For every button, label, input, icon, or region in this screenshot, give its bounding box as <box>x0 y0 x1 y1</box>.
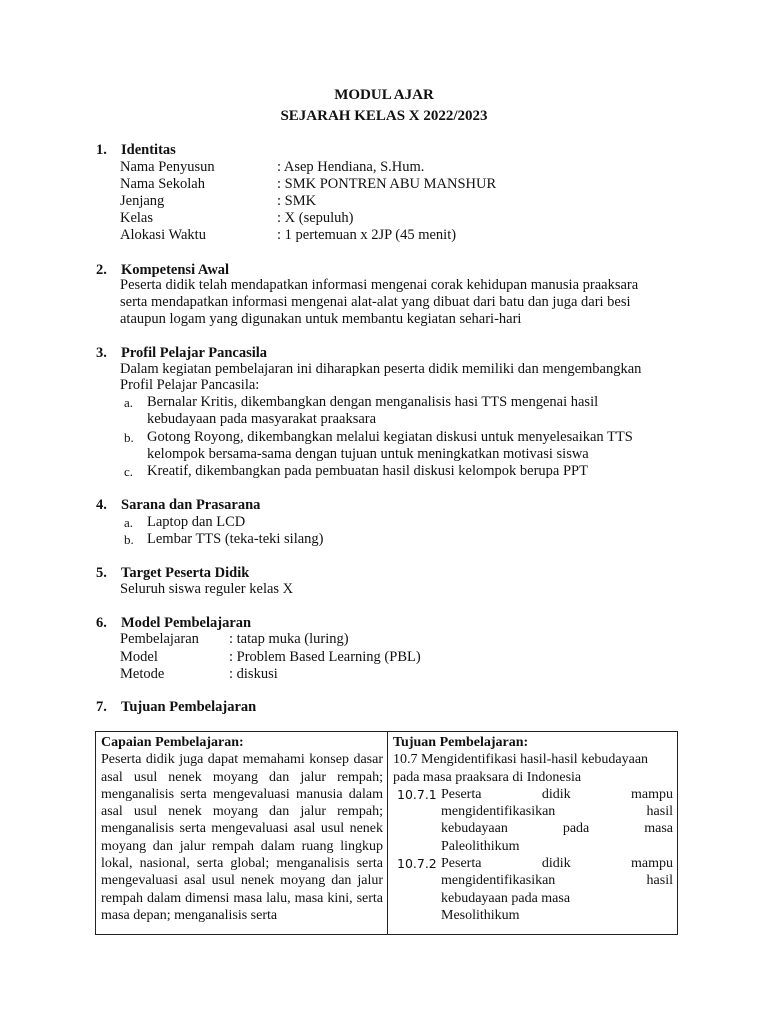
list-marker: b. <box>124 532 134 547</box>
section-number: 4. <box>96 497 107 513</box>
model-value: : diskusi <box>229 666 278 682</box>
section-6-heading <box>96 615 251 632</box>
identity-label: Kelas <box>120 210 154 226</box>
sub-objective-line: kebudayaan pada masa <box>441 890 571 906</box>
identity-value: : 1 pertemuan x 2JP (45 menit) <box>277 227 457 243</box>
section-title: Profil Pelajar Pancasila <box>121 345 268 361</box>
sub-objective-line: Mesolithikum <box>441 907 520 923</box>
paragraph-line: Profil Pelajar Pancasila: <box>120 377 260 393</box>
paragraph-line: Peserta didik telah mendapatkan informasi mengenai corak kehidupan manusia praaksara <box>120 277 639 293</box>
identity-value: : SMK PONTREN ABU MANSHUR <box>277 176 497 192</box>
section-number: 3. <box>96 345 107 361</box>
sub-objective <box>393 786 673 855</box>
cell-header: Capaian Pembelajaran: <box>101 735 244 750</box>
section-title: Target Peserta Didik <box>121 565 250 581</box>
sub-objective-line: Peserta didik mampu <box>441 856 673 872</box>
model-label: Model <box>120 649 158 665</box>
sub-objective-number: 10.7.1 <box>397 786 437 802</box>
doc-title-line1: MODUL AJAR <box>334 87 434 103</box>
section-title: Model Pembelajaran <box>121 615 252 631</box>
section-number: 5. <box>96 565 107 581</box>
section-5-heading <box>96 565 249 582</box>
list-marker: c. <box>124 464 134 479</box>
model-label: Metode <box>120 666 165 682</box>
identity-label: Nama Penyusun <box>120 159 215 175</box>
section-title: Identitas <box>121 142 176 158</box>
identity-value: : Asep Hendiana, S.Hum. <box>277 159 425 175</box>
sub-objective <box>393 855 673 924</box>
section-4-heading <box>96 497 260 514</box>
cell-header: Tujuan Pembelajaran: <box>393 735 529 750</box>
identity-label: Nama Sekolah <box>120 176 205 192</box>
section-title: Tujuan Pembelajaran <box>121 699 257 715</box>
paragraph-line: Dalam kegiatan pembelajaran ini diharapkan peserta didik memiliki dan mengembangkan <box>120 361 642 377</box>
model-label: Pembelajaran <box>120 631 199 647</box>
model-value: : Problem Based Learning (PBL) <box>229 649 421 665</box>
list-marker: a. <box>124 395 134 410</box>
list-marker: a. <box>124 515 134 530</box>
sub-objective-line: mengidentifikasikan hasil <box>441 804 673 820</box>
identity-value: : SMK <box>277 193 317 209</box>
section-3-heading <box>96 345 267 362</box>
list-text: Bernalar Kritis, dikembangkan dengan menganalisis hasi TTS mengenai hasil <box>147 394 599 410</box>
list-marker: b. <box>124 430 134 445</box>
paragraph-line: ataupun logam yang digunakan untuk membantu kegiatan sehari-hari <box>120 311 522 327</box>
list-text: kebudayaan pada masyarakat praaksara <box>147 411 377 427</box>
sub-objective-line: mengidentifikasikan hasil <box>441 873 673 889</box>
model-value: : tatap muka (luring) <box>229 631 349 647</box>
paragraph-line: serta mendapatkan informasi mengenai alat-alat yang dibuat dari batu dan juga dari besi <box>120 294 631 310</box>
table-cell-capaian <box>96 732 388 935</box>
list-text: Laptop dan LCD <box>147 514 246 530</box>
list-text: Kreatif, dikembangkan pada pembuatan hasil diskusi kelompok berupa PPT <box>147 463 588 479</box>
list-text: Gotong Royong, dikembangkan melalui kegiatan diskusi untuk menyelesaikan TTS <box>147 429 633 445</box>
section-number: 2. <box>96 262 107 278</box>
section-title: Sarana dan Prasarana <box>121 497 261 513</box>
sub-objective-line: kebudayaan pada masa <box>441 821 673 837</box>
section-title: Kompetensi Awal <box>121 262 230 278</box>
paragraph-line: Seluruh siswa reguler kelas X <box>120 581 294 597</box>
section-number: 6. <box>96 615 107 631</box>
identity-label: Alokasi Waktu <box>120 227 206 243</box>
learning-objectives-table <box>95 731 678 935</box>
list-text: kelompok bersama-sama dengan tujuan untuk meningkatkan motivasi siswa <box>147 446 589 462</box>
section-1-heading <box>96 142 176 159</box>
list-text: Lembar TTS (teka-teki silang) <box>147 531 324 547</box>
table-cell-tujuan <box>388 732 678 935</box>
section-number: 7. <box>96 699 107 715</box>
identity-label: Jenjang <box>120 193 165 209</box>
section-number: 1. <box>96 142 107 158</box>
cell-text: Peserta didik juga dapat memahami konsep dasar asal usul nenek moyang dan jalur rempah; menganalisis serta mengevaluasi manusia dalam asal usul nenek moyang dan jalur rempah; menganalisis serta mengevaluasi asal usul nenek moyang dan jalur rempah dalam ruang lingkup lokal, nasional, serta global; menganalisis serta mengevaluasi asal usul nenek moyang dan jalur rempah dalam dimensi masa lalu, masa kini, serta masa depan; menganalisis serta <box>101 752 383 923</box>
cell-intro: 10.7 Mengidentifikasi hasil-hasil kebudayaan pada masa praaksara di Indonesia <box>393 752 649 785</box>
sub-objective-number: 10.7.2 <box>397 856 437 872</box>
doc-title-line2: SEJARAH KELAS X 2022/2023 <box>280 108 488 124</box>
table-row <box>96 732 678 935</box>
section-7-heading <box>96 699 256 716</box>
identity-value: : X (sepuluh) <box>277 210 354 226</box>
sub-objective-line: Paleolithikum <box>441 838 520 854</box>
sub-objective-line: Peserta didik mampu <box>441 786 673 802</box>
